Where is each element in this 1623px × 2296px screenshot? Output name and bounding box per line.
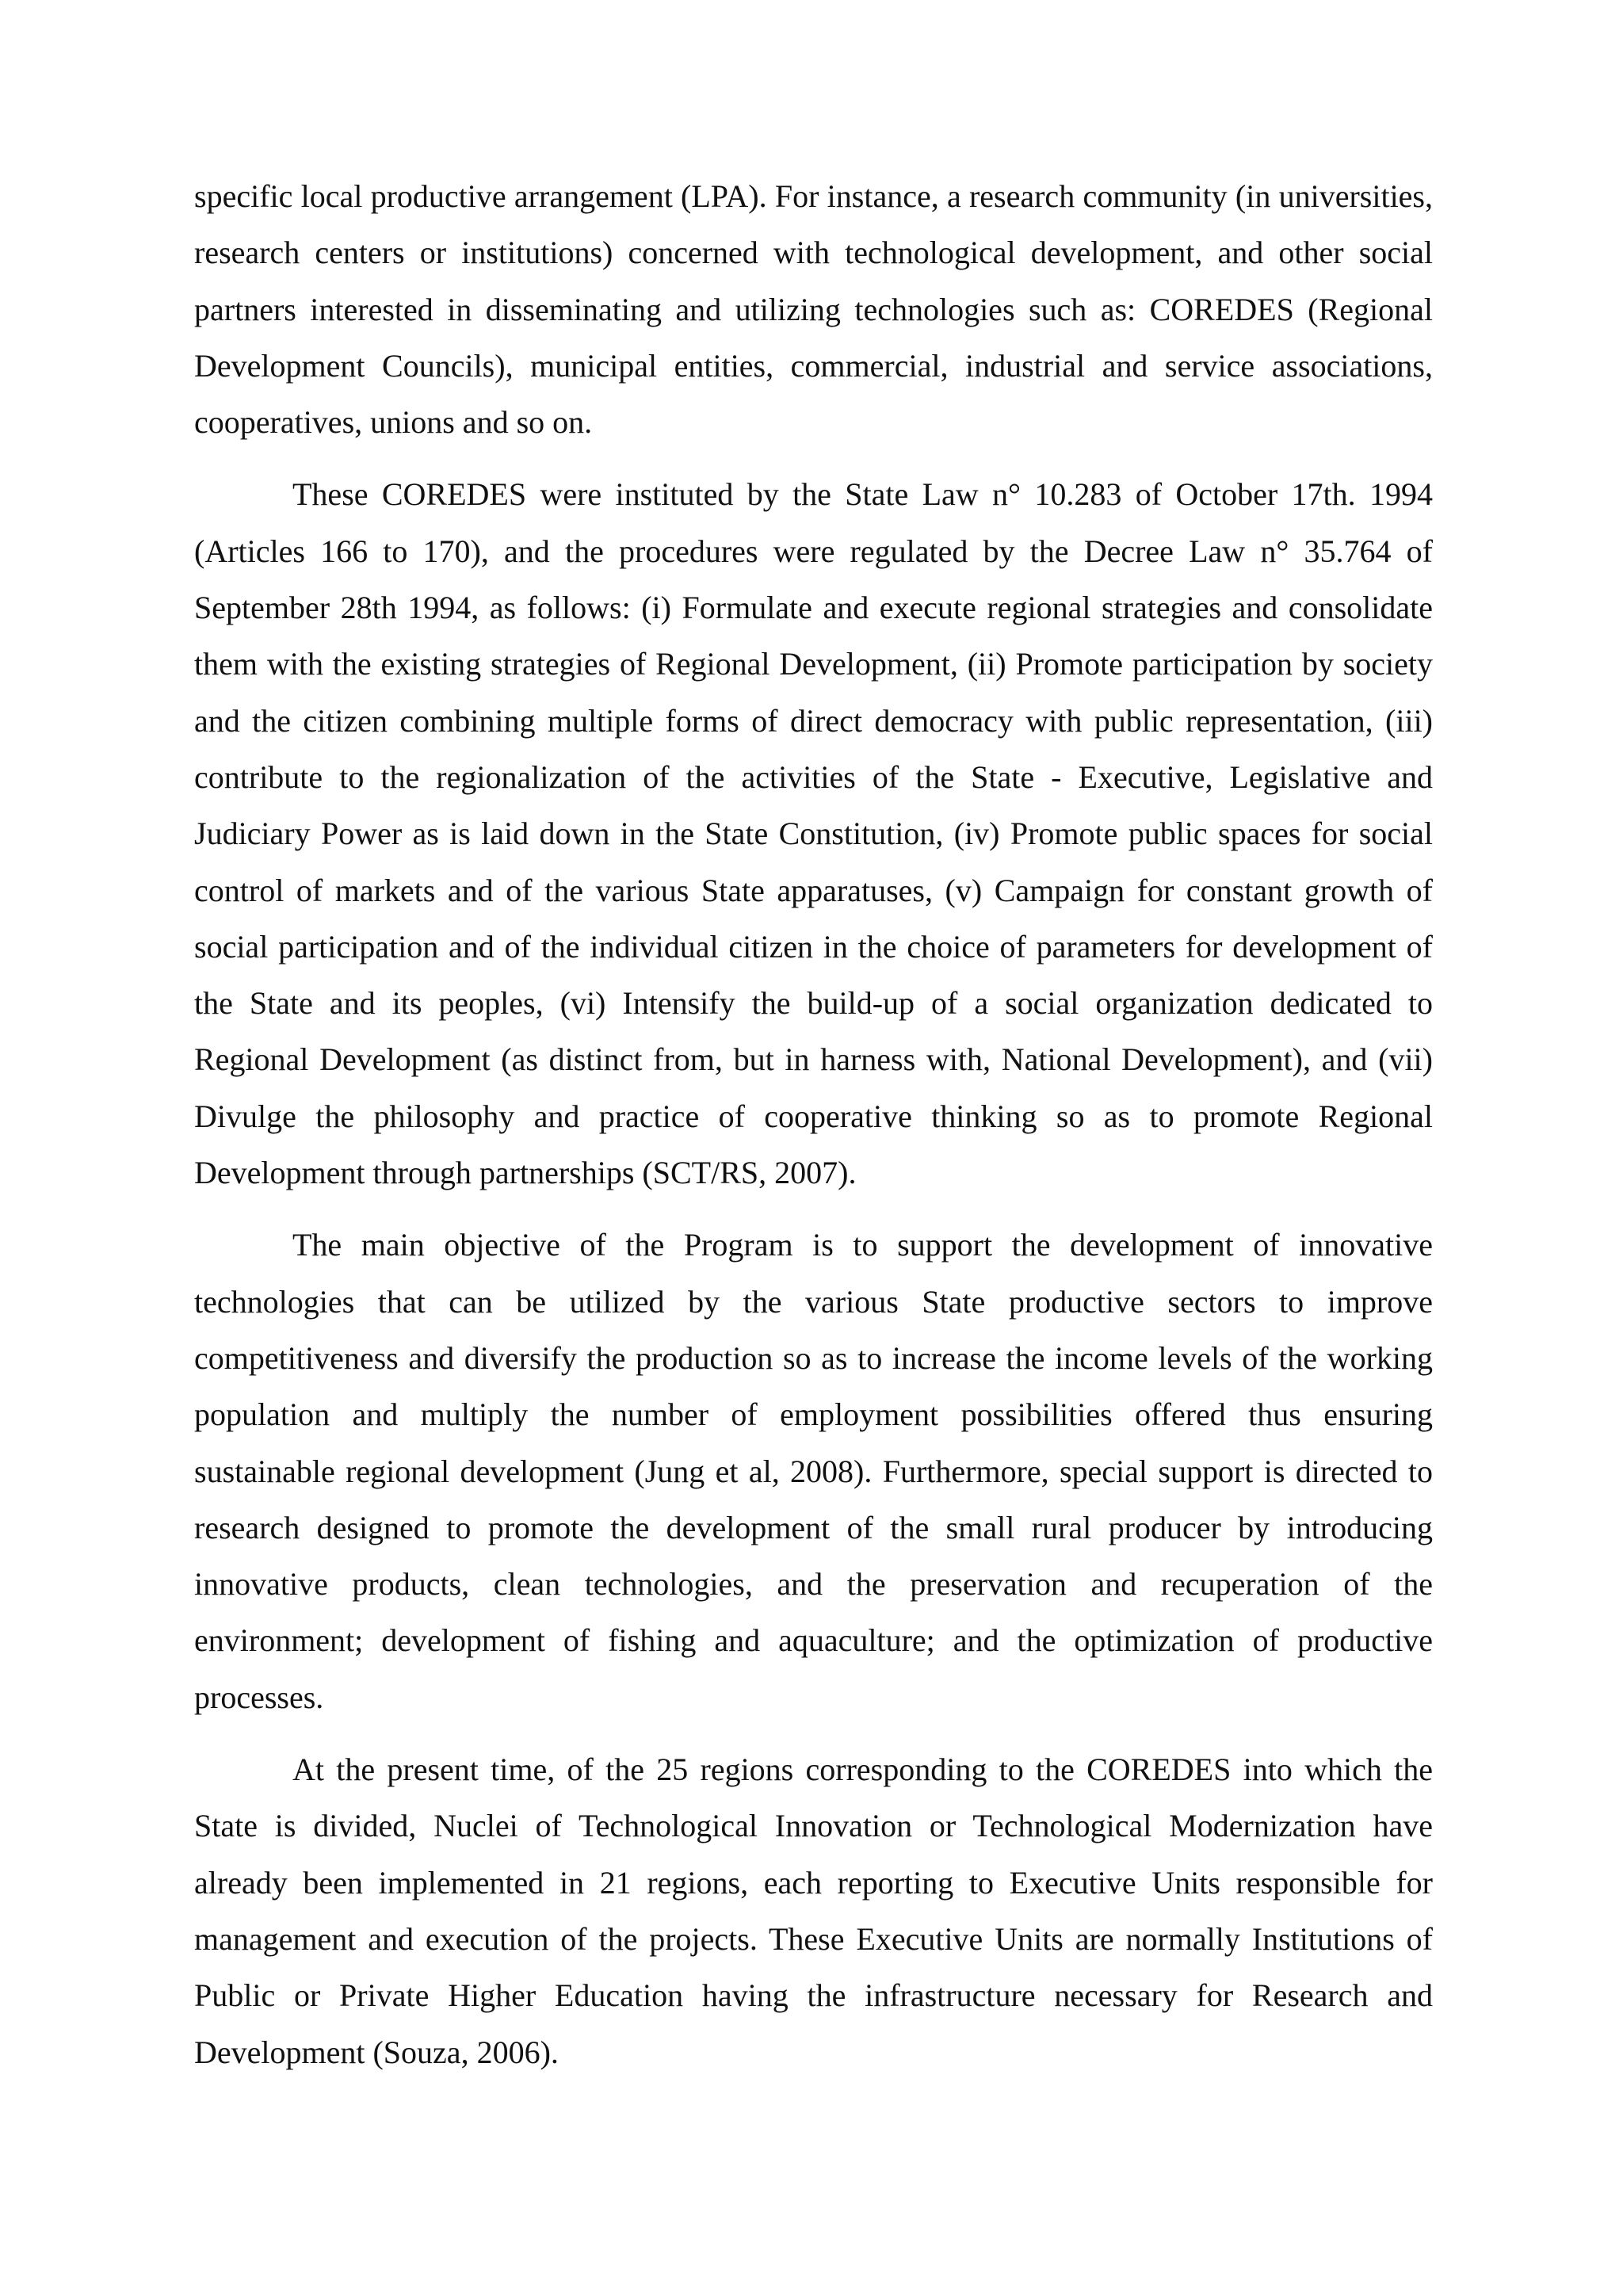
paragraph-lpa-partners: specific local productive arrangement (LPA). For instance, a research community (in universities, research centers or institutions) concerned with technological development, and other social partners interested in disseminating and utilizing technologies such as: COREDES (Regional Development Councils), municipal entities, commercial, industrial and service associations, cooperatives, unions and so on. [194, 178, 1433, 441]
paragraph-program-objective: The main objective of the Program is to support the development of innovative technologies that can be utilized by the various State productive sectors to improve competitiveness and diversify the production so as to increase the income levels of the working population and multiply the number of employment possibilities offered thus ensuring sustainable regional development (Jung et al, 2008). Furthermore, special support is directed to research designed to promote the development of the small rural producer by introducing innovative products, clean technologies, and the preservation and recuperation of the environment; development of fishing and aquaculture; and the optimization of productive processes. [194, 1227, 1433, 1715]
paragraph-coredes-law: These COREDES were instituted by the State Law n° 10.283 of October 17th. 1994 (Articles 166 to 170), and the procedures were regulated by the Decree Law n° 35.764 of September 28th 1994, as follows: (i) Formulate and execute regional strategies and consolidate them with the existing strategies of Regional Development, (ii) Promote participation by society and the citizen combining multiple forms of direct democracy with public representation, (iii) contribute to the regionalization of the activities of the State - Executive, Legislative and Judiciary Power as is laid down in the State Constitution, (iv) Promote public spaces for social control of markets and of the various State apparatuses, (v) Campaign for constant growth of social participation and of the individual citizen in the choice of parameters for development of the State and its peoples, (vi) Intensify the build-up of a social organization dedicated to Regional Development (as distinct from, but in harness with, National Development), and (vii) Divulge the philosophy and practice of cooperative thinking so as to promote Regional Development through partnerships (SCT/RS, 2007). [194, 476, 1433, 1191]
paragraph-regions-nuclei: At the present time, of the 25 regions corresponding to the COREDES into which the State is divided, Nuclei of Technological Innovation or Technological Modernization have already been implemented in 21 regions, each reporting to Executive Units responsible for management and execution of the projects. These Executive Units are normally Institutions of Public or Private Higher Education having the infrastructure necessary for Research and Development (Souza, 2006). [194, 1752, 1433, 2070]
document-body [194, 168, 1433, 2096]
